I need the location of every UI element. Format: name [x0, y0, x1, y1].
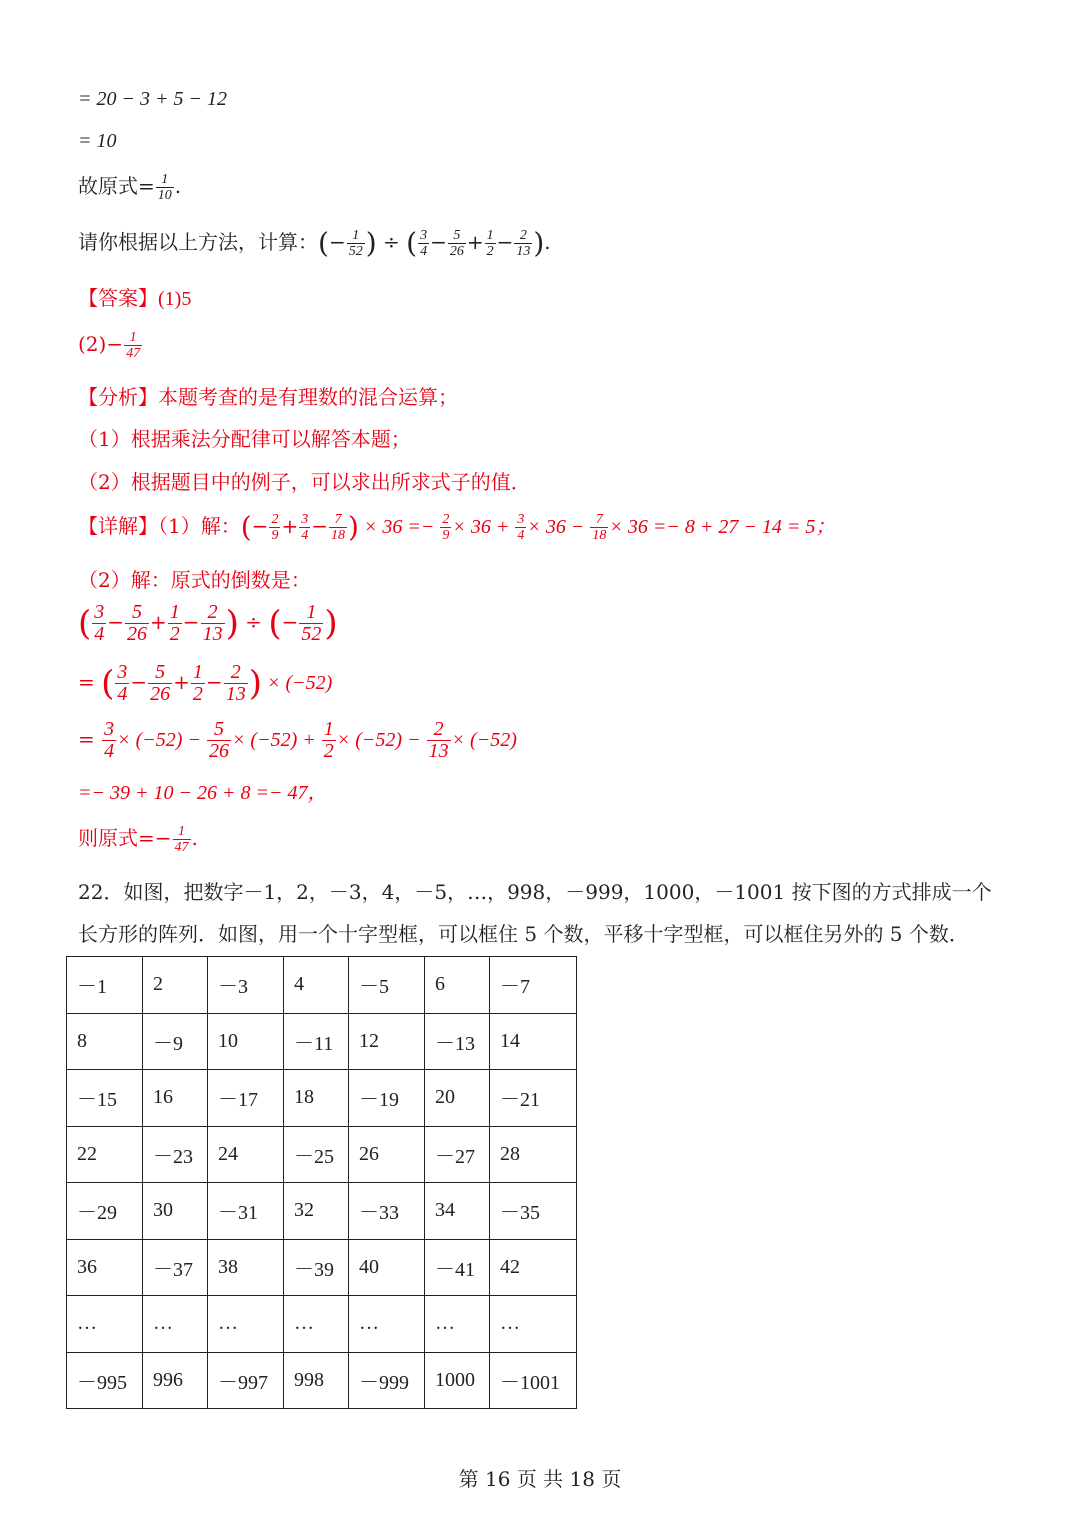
table-cell: 6 — [425, 957, 490, 1014]
table-cell: －3 — [208, 957, 284, 1014]
question-line: 请你根据以上方法，计算：(− $\frac{1}{52}$ ) ÷ ( $\frac{3}{4}$ − $\frac{5}{26}$ + $\frac{1}{2}$ − $\frac{2}{13}$ ). — [78, 226, 551, 260]
table-cell: 28 — [490, 1126, 577, 1183]
table-cell: 42 — [490, 1239, 577, 1296]
table-cell: －15 — [67, 1070, 143, 1127]
table-cell: 1000 — [425, 1352, 490, 1409]
step-1: ( $\frac{3}{4}$ − $\frac{5}{26}$ + $\frac{1}{2}$ − $\frac{2}{13}$ ) ÷ (− $\frac{1}{52}$ ) — [78, 601, 338, 645]
table-cell: －11 — [284, 1013, 349, 1070]
table-cell: －41 — [425, 1239, 490, 1296]
analysis-text: 本题考查的是有理数的混合运算； — [158, 385, 458, 409]
table-cell: 36 — [67, 1239, 143, 1296]
table-cell: 34 — [425, 1183, 490, 1240]
text: （1）解： — [158, 514, 241, 538]
table-row — [67, 1070, 577, 1127]
table-cell: －37 — [143, 1239, 208, 1296]
table-cell: 18 — [284, 1070, 349, 1127]
table-cell: … — [425, 1296, 490, 1353]
table-cell: … — [284, 1296, 349, 1353]
table-cell: 4 — [284, 957, 349, 1014]
text: 则原式=− — [78, 826, 172, 850]
answer-1: (1)5 — [158, 288, 192, 310]
table-cell: －17 — [208, 1070, 284, 1127]
step-4: =− 39 + 10 − 26 + 8 =− 47， — [78, 782, 328, 804]
table-cell: －13 — [425, 1013, 490, 1070]
table-cell: －25 — [284, 1126, 349, 1183]
table-cell: －1001 — [490, 1352, 577, 1409]
table-cell: 10 — [208, 1013, 284, 1070]
conclusion-2: 则原式=− $\frac{1}{47}$ . — [78, 824, 198, 855]
table-cell: 20 — [425, 1070, 490, 1127]
answer-line-2: (2)− $\frac{1}{47}$ — [78, 330, 141, 361]
table-cell: －9 — [143, 1013, 208, 1070]
table-cell: －21 — [490, 1070, 577, 1127]
table-cell: －995 — [67, 1352, 143, 1409]
equation-line: = 10 — [78, 130, 117, 152]
table-cell: 996 — [143, 1352, 208, 1409]
table-cell: 998 — [284, 1352, 349, 1409]
step-3: = $\frac{3}{4}$ × (−52) − $\frac{5}{26}$ × (−52) + $\frac{1}{2}$ × (−52) − $\frac{2}{13}$ × (−52) — [78, 718, 517, 762]
table-cell: 14 — [490, 1013, 577, 1070]
table-cell: … — [208, 1296, 284, 1353]
table-cell: －31 — [208, 1183, 284, 1240]
table-cell: －5 — [349, 957, 425, 1014]
table-row — [67, 1296, 577, 1353]
problem-22-line-1: 22．如图，把数字－1，2，－3，4，－5，…，998，－999，1000，－1001 按下图的方式排成一个 — [78, 880, 992, 904]
table-cell: －23 — [143, 1126, 208, 1183]
analysis-tag: 【分析】 — [78, 385, 158, 409]
page-footer: 第 16 页 共 18 页 — [458, 1467, 622, 1491]
table-cell: －7 — [490, 957, 577, 1014]
table-cell: … — [143, 1296, 208, 1353]
table-row — [67, 1126, 577, 1183]
table-cell: －1 — [67, 957, 143, 1014]
table-cell: 2 — [143, 957, 208, 1014]
text: . — [174, 174, 182, 198]
table-cell: －27 — [425, 1126, 490, 1183]
table-cell: －19 — [349, 1070, 425, 1127]
table-cell: 40 — [349, 1239, 425, 1296]
table-cell: 32 — [284, 1183, 349, 1240]
table-cell: 22 — [67, 1126, 143, 1183]
table-cell: －33 — [349, 1183, 425, 1240]
step-2: = ( $\frac{3}{4}$ − $\frac{5}{26}$ + $\frac{1}{2}$ − $\frac{2}{13}$ ) × (−52) — [78, 661, 333, 705]
text: 请你根据以上方法，计算： — [78, 230, 318, 254]
table-cell: … — [490, 1296, 577, 1353]
detail-line-1: 【详解】（1）解：(− $\frac{2}{9}$ + $\frac{3}{4}$ − $\frac{7}{18}$ ) × 36 =− $\frac{2}{9}$ × 36 + $\frac{3}{4}$ × 36 − $\frac{7}{18}$ × 36 =− 8 + 27 − 14 = 5； — [78, 510, 836, 544]
table-cell: 38 — [208, 1239, 284, 1296]
analysis-item-1: （1）根据乘法分配律可以解答本题； — [78, 427, 411, 451]
table-cell: －35 — [490, 1183, 577, 1240]
detail-line-2: （2）解：原式的倒数是： — [78, 568, 311, 592]
number-array-table — [66, 956, 577, 1409]
analysis-item-2: （2）根据题目中的例子，可以求出所求式子的值． — [78, 470, 531, 494]
table-row — [67, 1183, 577, 1240]
analysis-line — [78, 387, 458, 407]
table-cell: 24 — [208, 1126, 284, 1183]
table-row — [67, 1239, 577, 1296]
table-cell: … — [349, 1296, 425, 1353]
table-cell: －39 — [284, 1239, 349, 1296]
table-cell: －999 — [349, 1352, 425, 1409]
table-cell: －29 — [67, 1183, 143, 1240]
table-cell: … — [67, 1296, 143, 1353]
equation-line: = 20 − 3 + 5 − 12 — [78, 88, 227, 110]
table-row — [67, 1352, 577, 1409]
table-row — [67, 957, 577, 1014]
table-cell: 26 — [349, 1126, 425, 1183]
fraction: $\frac{1}{10}$ — [157, 172, 172, 203]
answer-2: (2)− — [78, 332, 124, 356]
table-cell: 8 — [67, 1013, 143, 1070]
detail-tag: 【详解】 — [78, 514, 158, 538]
table-cell: 30 — [143, 1183, 208, 1240]
conclusion-line — [78, 172, 181, 203]
table-row — [67, 1013, 577, 1070]
problem-22-line-2: 长方形的阵列．如图，用一个十字型框，可以框住 5 个数，平移十字型框，可以框住另外的 5 个数． — [78, 922, 969, 946]
answer-tag: 【答案】 — [78, 286, 158, 310]
table-cell: 12 — [349, 1013, 425, 1070]
answer-line — [78, 288, 191, 309]
text: 故原式= — [78, 174, 155, 198]
table-cell: －997 — [208, 1352, 284, 1409]
table-cell: 16 — [143, 1070, 208, 1127]
